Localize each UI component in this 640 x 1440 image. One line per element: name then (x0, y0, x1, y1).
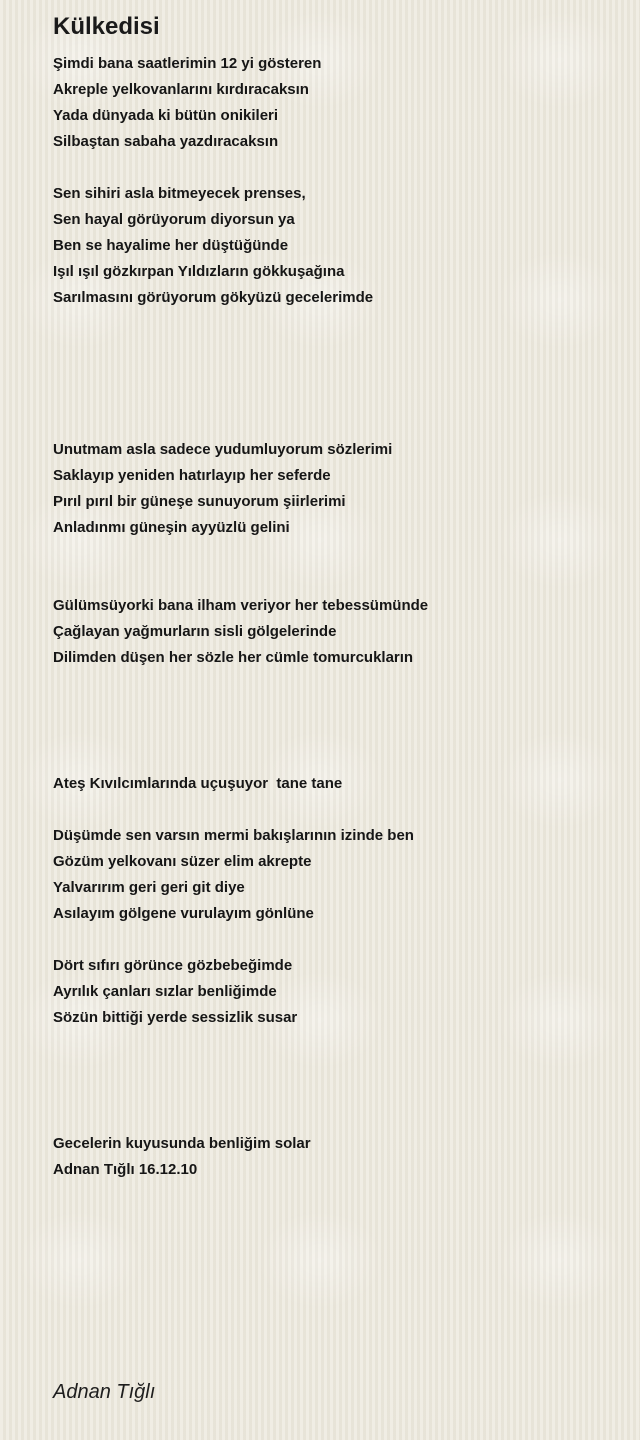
poem-line: Pırıl pırıl bir güneşe sunuyorum şiirlerimi (53, 493, 346, 510)
poem-line: Sen sihiri asla bitmeyecek prenses, (53, 185, 306, 202)
poem-line: Akreple yelkovanlarını kırdıracaksın (53, 81, 309, 98)
poem-line: Ben se hayalime her düştüğünde (53, 237, 289, 254)
poem-line: Düşümde sen varsın mermi bakışlarının izinde ben (53, 827, 414, 844)
poem-line: Yalvarırım geri geri git diye (53, 879, 245, 896)
poem-line: Çağlayan yağmurların sisli gölgelerinde (53, 623, 337, 640)
author-name: Adnan Tığlı (53, 1381, 156, 1403)
poem-title: Külkedisi (53, 13, 160, 40)
poem-line: Ateş Kıvılcımlarında uçuşuyor tane tane (53, 775, 343, 792)
poem-line: Sen hayal görüyorum diyorsun ya (53, 211, 295, 228)
poem-line: Silbaştan sabaha yazdıracaksın (53, 133, 279, 150)
poem-line: Sarılmasını görüyorum gökyüzü gecelerimde (53, 289, 374, 306)
poem-line: Dört sıfırı görünce gözbebeğimde (53, 957, 293, 974)
poem-line: Ayrılık çanları sızlar benliğimde (53, 983, 277, 1000)
poem-line: Şimdi bana saatlerimin 12 yi gösteren (53, 55, 322, 72)
poem-line: Yada dünyada ki bütün onikileri (53, 107, 279, 124)
poem-line: Gecelerin kuyusunda benliğim solar (53, 1135, 311, 1152)
poem-line: Sözün bittiği yerde sessizlik susar (53, 1009, 298, 1026)
poem-line: Saklayıp yeniden hatırlayıp her seferde (53, 467, 331, 484)
poem-line: Işıl ışıl gözkırpan Yıldızların gökkuşağına (53, 263, 345, 280)
poem-line: Anladınmı güneşin ayyüzlü gelini (53, 519, 290, 536)
poem-line: Gözüm yelkovanı süzer elim akrepte (53, 853, 312, 870)
poem-line: Asılayım gölgene vurulayım gönlüne (53, 905, 314, 922)
poem-signature-line: Adnan Tığlı 16.12.10 (53, 1161, 198, 1178)
poem-line: Gülümsüyorki bana ilham veriyor her tebessümünde (53, 597, 429, 614)
poem-line: Unutmam asla sadece yudumluyorum sözlerimi (53, 441, 393, 458)
poem-line: Dilimden düşen her sözle her cümle tomurcukların (53, 649, 414, 666)
